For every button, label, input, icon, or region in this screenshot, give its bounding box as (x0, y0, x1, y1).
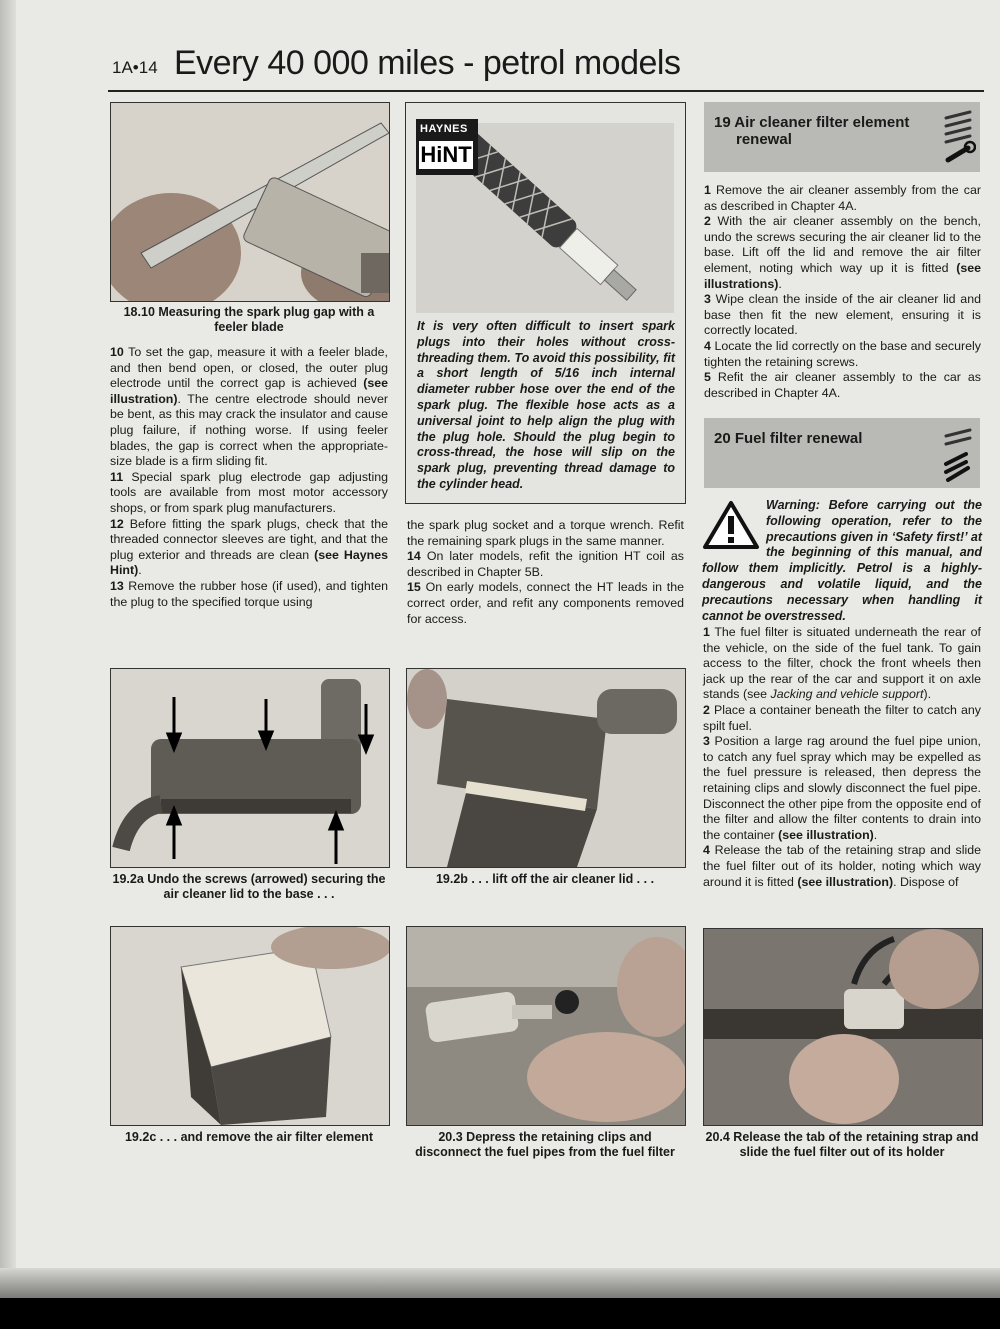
scan-shadow (0, 1268, 1000, 1298)
section-19-heading (704, 102, 980, 172)
s19-step-2: 2 With the air cleaner assembly on the bench, undo the screws securing the air cleaner lid to the base. Lift off the lid and remove the air filter element, noting which way up it is fitted (see illustrations). (704, 214, 981, 291)
section-19-title-line-2: renewal (736, 131, 792, 148)
scan-binding-edge (0, 0, 16, 1329)
s20-step-3: 3 Position a large rag around the fuel pipe union, to catch any fuel spray which may be expelled as the fuel pressure is released, then depress the retaining clips and slowly disconnect the fuel pipe. Disconnect the other pipe from the opposite end of the filter and allow the filter contents to drain into the container (see illustration). (703, 734, 981, 842)
spanner-rating-icon (940, 424, 976, 484)
section-19-title: 19 Air cleaner filter element (714, 114, 910, 131)
paragraph-14: 14 On later models, refit the ignition HT coil as described in Chapter 5B. (407, 549, 684, 579)
haynes-hint-badge: HAYNES HiNT (416, 119, 478, 175)
s19-step-1: 1 Remove the air cleaner assembly from the car as described in Chapter 4A. (704, 183, 982, 213)
scan-bottom-border (0, 1298, 1000, 1329)
warning-text: Warning: Before carrying out the following operation, refer to the precautions given in ‘Safety first!’ at the beginning of this manual, and follow them implicitly. Petrol is a highly-dangerous and volatile liquid, and the precautions necessary when handling it cannot be overstressed. (702, 498, 982, 623)
page-header (108, 40, 984, 92)
photo-fuel-filter-strap (703, 928, 983, 1126)
section-20-heading (704, 418, 980, 488)
s20-step-1: 1 The fuel filter is situated underneath the rear of the vehicle, on the side of the fuel tank. To gain access to the filter, chock the front wheels then jack up the rear of the car and support it on axle stands (see Jacking and vehicle support). (703, 625, 981, 702)
s19-step-4: 4 Locate the lid correctly on the base and securely tighten the retaining screws. (704, 338, 981, 369)
paragraph-15: 15 On early models, connect the HT leads in the correct order, and refit any components removed for access. (407, 580, 684, 626)
s19-step-3: 3 Wipe clean the inside of the air cleaner lid and base then fit the new element, ensuring it is correctly located. (704, 292, 981, 338)
page-number: 1A•14 (112, 58, 158, 77)
column-1-text (110, 345, 388, 610)
caption-18-10: 18.10 Measuring the spark plug gap with a feeler blade (123, 305, 375, 334)
section-20-text (703, 625, 981, 890)
caption-19-2a: 19.2a Undo the screws (arrowed) securing the air cleaner lid to the base . . . (112, 872, 386, 901)
paragraph-13: 13 Remove the rubber hose (if used), and tighten the plug to the specified torque using (110, 578, 389, 609)
photo-air-cleaner-screws (110, 668, 390, 868)
warning-triangle-icon (702, 500, 760, 550)
caption-19-2b: 19.2b . . . lift off the air cleaner lid . . . (435, 872, 655, 886)
photo-air-filter-element (110, 926, 390, 1126)
s20-step-2: 2 Place a container beneath the filter to catch any spilt fuel. (703, 702, 981, 733)
section-19-text (704, 183, 981, 401)
caption-19-2c: 19.2c . . . and remove the air filter element (124, 1130, 374, 1144)
s19-step-5: 5 Refit the air cleaner assembly to the car as described in Chapter 4A. (704, 370, 981, 400)
section-20-title: 20 Fuel filter renewal (714, 430, 863, 447)
page-title: Every 40 000 miles - petrol models (174, 44, 681, 82)
haynes-hint-box (405, 102, 686, 504)
photo-air-cleaner-lid (406, 668, 686, 868)
spanner-rating-icon (940, 108, 976, 168)
fuel-warning (702, 498, 982, 624)
s20-step-4: 4 Release the tab of the retaining strap and slide the fuel filter out of its holder, noting which way around it is fitted (see illustration). Dispose of (703, 843, 981, 889)
photo-fuel-pipe-clips (406, 926, 686, 1126)
caption-20-4: 20.4 Release the tab of the retaining strap and slide the fuel filter out of its holder (705, 1130, 979, 1159)
paragraph-12: 12 Before fitting the spark plugs, check that the threaded connector sleeves are tight, and that the plug exterior and threads are clean (see Haynes Hint). (110, 516, 388, 578)
paragraph-10: 10 To set the gap, measure it with a feeler blade, and then bend open, or closed, the outer plug electrode until the correct gap is achieved (see illustration). The centre electrode should never be bent, as this may crack the insulator and cause plug failure, if nothing worse. If using feeler blades, the gap is correct when the appropriate-size blade is a firm sliding fit. (110, 345, 389, 469)
photo-spark-plug-gap (110, 102, 390, 302)
hint-text: It is very often difficult to insert spark plugs into their holes without cross-threading them. To avoid this possibility, fit a short length of 5/16 inch internal diameter rubber hose over the end of the spark plug. The flexible hose acts as a universal joint to help align the plug with the plug hole. Should the plug begin to cross-thread, the hose will slip on the spark plug, preventing thread damage to the cylinder head. (417, 319, 675, 491)
paragraph-11: 11 Special spark plug electrode gap adjusting tools are available from most motor accessory shops, or from spark plug manufacturers. (110, 469, 388, 515)
caption-20-3: 20.3 Depress the retaining clips and disconnect the fuel pipes from the fuel filter (415, 1130, 675, 1159)
paragraph-13-continued: the spark plug socket and a torque wrench. Refit the remaining spark plugs in the same manner. (407, 518, 684, 548)
column-2-text (407, 518, 684, 627)
